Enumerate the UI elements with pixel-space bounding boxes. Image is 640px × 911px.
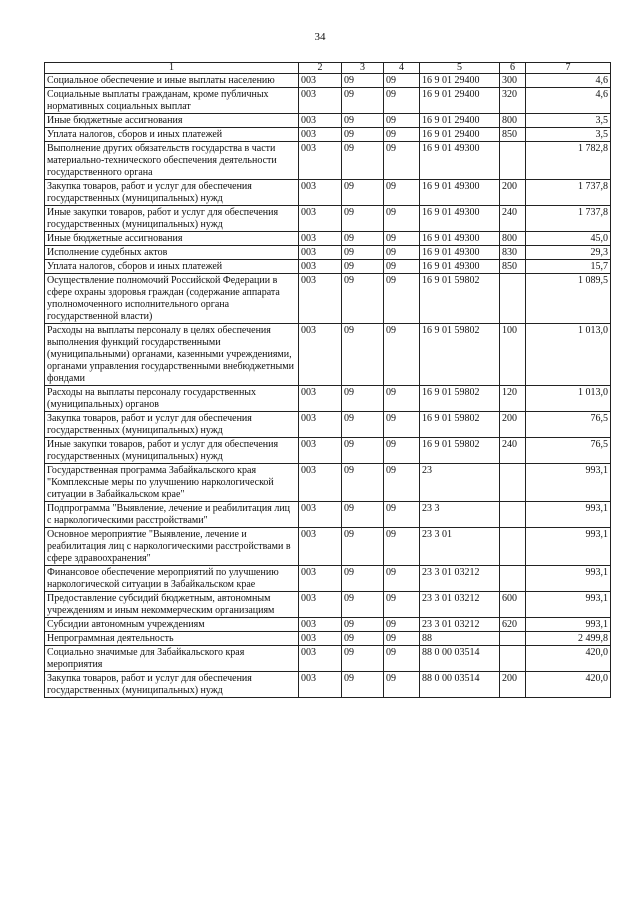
ministry-code-cell: 003 [299, 672, 342, 698]
target-item-cell: 23 [420, 464, 500, 502]
expense-name-cell: Исполнение судебных актов [45, 246, 299, 260]
expense-type-cell: 240 [500, 438, 526, 464]
section-code-cell: 09 [342, 232, 384, 246]
target-item-cell: 16 9 01 59802 [420, 412, 500, 438]
expense-name-cell: Иные закупки товаров, работ и услуг для обеспечения государственных (муниципальных) нужд [45, 438, 299, 464]
table-row [45, 618, 611, 632]
subsection-code-cell: 09 [384, 274, 420, 324]
expense-type-cell [500, 632, 526, 646]
expense-type-cell [500, 566, 526, 592]
amount-cell: 1 013,0 [526, 386, 611, 412]
target-item-cell: 16 9 01 59802 [420, 386, 500, 412]
column-header: 2 [299, 63, 342, 74]
ministry-code-cell: 003 [299, 180, 342, 206]
expense-type-cell [500, 464, 526, 502]
section-code-cell: 09 [342, 88, 384, 114]
table-row [45, 128, 611, 142]
expense-name-cell: Социально значимые для Забайкальского края мероприятия [45, 646, 299, 672]
expense-type-cell: 850 [500, 260, 526, 274]
ministry-code-cell: 003 [299, 464, 342, 502]
target-item-cell: 16 9 01 29400 [420, 128, 500, 142]
expense-name-cell: Расходы на выплаты персоналу в целях обеспечения выполнения функций государственными (муниципальными) органами, казенными учреждениями, органами управления государственными внебюджетными фондами [45, 324, 299, 386]
table-row [45, 566, 611, 592]
subsection-code-cell: 09 [384, 232, 420, 246]
section-code-cell: 09 [342, 142, 384, 180]
section-code-cell: 09 [342, 528, 384, 566]
expense-name-cell: Государственная программа Забайкальского края "Комплексные меры по улучшению наркологической ситуации в Забайкальском крае" [45, 464, 299, 502]
amount-cell: 420,0 [526, 672, 611, 698]
subsection-code-cell: 09 [384, 88, 420, 114]
table-row [45, 180, 611, 206]
ministry-code-cell: 003 [299, 246, 342, 260]
table-row [45, 386, 611, 412]
expense-type-cell [500, 274, 526, 324]
table-row [45, 632, 611, 646]
expense-type-cell: 800 [500, 232, 526, 246]
target-item-cell: 16 9 01 29400 [420, 114, 500, 128]
table-row [45, 260, 611, 274]
target-item-cell: 16 9 01 49300 [420, 246, 500, 260]
section-code-cell: 09 [342, 618, 384, 632]
ministry-code-cell: 003 [299, 274, 342, 324]
table-row [45, 206, 611, 232]
column-header: 3 [342, 63, 384, 74]
column-header: 7 [526, 63, 611, 74]
expense-type-cell: 300 [500, 74, 526, 88]
expense-name-cell: Социальное обеспечение и иные выплаты населению [45, 74, 299, 88]
expense-name-cell: Осуществление полномочий Российской Федерации в сфере охраны здоровья граждан (содержание аппарата уполномоченного исполнительного органа государственной власти) [45, 274, 299, 324]
ministry-code-cell: 003 [299, 206, 342, 232]
expense-type-cell: 200 [500, 180, 526, 206]
ministry-code-cell: 003 [299, 386, 342, 412]
table-row [45, 246, 611, 260]
expense-type-cell: 120 [500, 386, 526, 412]
section-code-cell: 09 [342, 324, 384, 386]
section-code-cell: 09 [342, 180, 384, 206]
section-code-cell: 09 [342, 74, 384, 88]
subsection-code-cell: 09 [384, 592, 420, 618]
subsection-code-cell: 09 [384, 128, 420, 142]
section-code-cell: 09 [342, 412, 384, 438]
amount-cell: 45,0 [526, 232, 611, 246]
target-item-cell: 23 3 01 03212 [420, 566, 500, 592]
expense-name-cell: Субсидии автономным учреждениям [45, 618, 299, 632]
expense-name-cell: Подпрограмма "Выявление, лечение и реабилитация лиц с наркологическими расстройствами" [45, 502, 299, 528]
ministry-code-cell: 003 [299, 528, 342, 566]
subsection-code-cell: 09 [384, 386, 420, 412]
expense-name-cell: Выполнение других обязательств государства в части материально-технического обеспечения деятельности государственного органа [45, 142, 299, 180]
amount-cell: 1 737,8 [526, 206, 611, 232]
table-row [45, 412, 611, 438]
table-row [45, 528, 611, 566]
section-code-cell: 09 [342, 672, 384, 698]
expense-name-cell: Иные бюджетные ассигнования [45, 232, 299, 246]
expense-name-cell: Закупка товаров, работ и услуг для обеспечения государственных (муниципальных) нужд [45, 412, 299, 438]
table-row [45, 274, 611, 324]
subsection-code-cell: 09 [384, 618, 420, 632]
table-row [45, 74, 611, 88]
section-code-cell: 09 [342, 274, 384, 324]
section-code-cell: 09 [342, 438, 384, 464]
ministry-code-cell: 003 [299, 438, 342, 464]
target-item-cell: 16 9 01 29400 [420, 74, 500, 88]
expense-name-cell: Иные закупки товаров, работ и услуг для обеспечения государственных (муниципальных) нужд [45, 206, 299, 232]
amount-cell: 2 499,8 [526, 632, 611, 646]
ministry-code-cell: 003 [299, 618, 342, 632]
ministry-code-cell: 003 [299, 128, 342, 142]
expense-name-cell: Основное мероприятие "Выявление, лечение и реабилитация лиц с наркологическими расстройствами в сфере здравоохранения" [45, 528, 299, 566]
ministry-code-cell: 003 [299, 74, 342, 88]
target-item-cell: 23 3 01 03212 [420, 618, 500, 632]
expense-type-cell: 600 [500, 592, 526, 618]
expense-name-cell: Уплата налогов, сборов и иных платежей [45, 128, 299, 142]
amount-cell: 4,6 [526, 74, 611, 88]
expense-name-cell: Предоставление субсидий бюджетным, автономным учреждениям и иным некоммерческим организациям [45, 592, 299, 618]
section-code-cell: 09 [342, 502, 384, 528]
amount-cell: 4,6 [526, 88, 611, 114]
amount-cell: 993,1 [526, 592, 611, 618]
target-item-cell: 16 9 01 49300 [420, 206, 500, 232]
target-item-cell: 16 9 01 49300 [420, 232, 500, 246]
expense-name-cell: Непрограммная деятельность [45, 632, 299, 646]
subsection-code-cell: 09 [384, 180, 420, 206]
target-item-cell: 16 9 01 49300 [420, 180, 500, 206]
subsection-code-cell: 09 [384, 528, 420, 566]
target-item-cell: 23 3 01 03212 [420, 592, 500, 618]
subsection-code-cell: 09 [384, 246, 420, 260]
expense-name-cell: Закупка товаров, работ и услуг для обеспечения государственных (муниципальных) нужд [45, 672, 299, 698]
expense-name-cell: Финансовое обеспечение мероприятий по улучшению наркологической ситуации в Забайкальском крае [45, 566, 299, 592]
expense-type-cell: 850 [500, 128, 526, 142]
expense-type-cell: 620 [500, 618, 526, 632]
table-header-row [45, 63, 611, 74]
column-header: 4 [384, 63, 420, 74]
subsection-code-cell: 09 [384, 142, 420, 180]
subsection-code-cell: 09 [384, 412, 420, 438]
amount-cell: 993,1 [526, 528, 611, 566]
section-code-cell: 09 [342, 206, 384, 232]
expense-type-cell: 800 [500, 114, 526, 128]
table-row [45, 438, 611, 464]
table-row [45, 324, 611, 386]
ministry-code-cell: 003 [299, 88, 342, 114]
expense-type-cell: 200 [500, 412, 526, 438]
ministry-code-cell: 003 [299, 114, 342, 128]
amount-cell: 29,3 [526, 246, 611, 260]
table-row [45, 88, 611, 114]
ministry-code-cell: 003 [299, 232, 342, 246]
table-row [45, 672, 611, 698]
ministry-code-cell: 003 [299, 646, 342, 672]
target-item-cell: 16 9 01 29400 [420, 88, 500, 114]
table-row [45, 592, 611, 618]
amount-cell: 76,5 [526, 412, 611, 438]
amount-cell: 1 737,8 [526, 180, 611, 206]
table-row [45, 142, 611, 180]
subsection-code-cell: 09 [384, 646, 420, 672]
section-code-cell: 09 [342, 128, 384, 142]
amount-cell: 3,5 [526, 128, 611, 142]
subsection-code-cell: 09 [384, 260, 420, 274]
column-header: 1 [45, 63, 299, 74]
target-item-cell: 16 9 01 59802 [420, 438, 500, 464]
ministry-code-cell: 003 [299, 502, 342, 528]
expense-name-cell: Уплата налогов, сборов и иных платежей [45, 260, 299, 274]
expense-type-cell [500, 646, 526, 672]
subsection-code-cell: 09 [384, 566, 420, 592]
target-item-cell: 16 9 01 49300 [420, 142, 500, 180]
expense-type-cell: 200 [500, 672, 526, 698]
expense-type-cell [500, 142, 526, 180]
target-item-cell: 16 9 01 49300 [420, 260, 500, 274]
table-row [45, 502, 611, 528]
target-item-cell: 16 9 01 59802 [420, 274, 500, 324]
amount-cell: 3,5 [526, 114, 611, 128]
section-code-cell: 09 [342, 464, 384, 502]
table-row [45, 646, 611, 672]
amount-cell: 993,1 [526, 464, 611, 502]
amount-cell: 993,1 [526, 566, 611, 592]
expense-type-cell: 100 [500, 324, 526, 386]
target-item-cell: 88 [420, 632, 500, 646]
subsection-code-cell: 09 [384, 114, 420, 128]
ministry-code-cell: 003 [299, 592, 342, 618]
expense-type-cell: 320 [500, 88, 526, 114]
amount-cell: 76,5 [526, 438, 611, 464]
section-code-cell: 09 [342, 386, 384, 412]
subsection-code-cell: 09 [384, 324, 420, 386]
section-code-cell: 09 [342, 260, 384, 274]
amount-cell: 420,0 [526, 646, 611, 672]
target-item-cell: 23 3 [420, 502, 500, 528]
expense-name-cell: Закупка товаров, работ и услуг для обеспечения государственных (муниципальных) нужд [45, 180, 299, 206]
expense-type-cell: 240 [500, 206, 526, 232]
section-code-cell: 09 [342, 114, 384, 128]
expense-type-cell [500, 528, 526, 566]
amount-cell: 15,7 [526, 260, 611, 274]
ministry-code-cell: 003 [299, 324, 342, 386]
page-number: 34 [314, 31, 326, 43]
expense-name-cell: Расходы на выплаты персоналу государственных (муниципальных) органов [45, 386, 299, 412]
ministry-code-cell: 003 [299, 260, 342, 274]
target-item-cell: 88 0 00 03514 [420, 646, 500, 672]
table-row [45, 232, 611, 246]
amount-cell: 1 089,5 [526, 274, 611, 324]
expense-name-cell: Социальные выплаты гражданам, кроме публичных нормативных социальных выплат [45, 88, 299, 114]
column-header: 5 [420, 63, 500, 74]
budget-table [44, 62, 611, 698]
ministry-code-cell: 003 [299, 566, 342, 592]
ministry-code-cell: 003 [299, 142, 342, 180]
target-item-cell: 16 9 01 59802 [420, 324, 500, 386]
section-code-cell: 09 [342, 566, 384, 592]
subsection-code-cell: 09 [384, 206, 420, 232]
ministry-code-cell: 003 [299, 632, 342, 646]
subsection-code-cell: 09 [384, 632, 420, 646]
target-item-cell: 23 3 01 [420, 528, 500, 566]
target-item-cell: 88 0 00 03514 [420, 672, 500, 698]
subsection-code-cell: 09 [384, 74, 420, 88]
subsection-code-cell: 09 [384, 438, 420, 464]
column-header: 6 [500, 63, 526, 74]
amount-cell: 1 013,0 [526, 324, 611, 386]
ministry-code-cell: 003 [299, 412, 342, 438]
subsection-code-cell: 09 [384, 672, 420, 698]
amount-cell: 1 782,8 [526, 142, 611, 180]
amount-cell: 993,1 [526, 618, 611, 632]
expense-type-cell: 830 [500, 246, 526, 260]
section-code-cell: 09 [342, 246, 384, 260]
expense-type-cell [500, 502, 526, 528]
subsection-code-cell: 09 [384, 502, 420, 528]
section-code-cell: 09 [342, 646, 384, 672]
table-row [45, 464, 611, 502]
section-code-cell: 09 [342, 592, 384, 618]
subsection-code-cell: 09 [384, 464, 420, 502]
amount-cell: 993,1 [526, 502, 611, 528]
expense-name-cell: Иные бюджетные ассигнования [45, 114, 299, 128]
section-code-cell: 09 [342, 632, 384, 646]
table-row [45, 114, 611, 128]
